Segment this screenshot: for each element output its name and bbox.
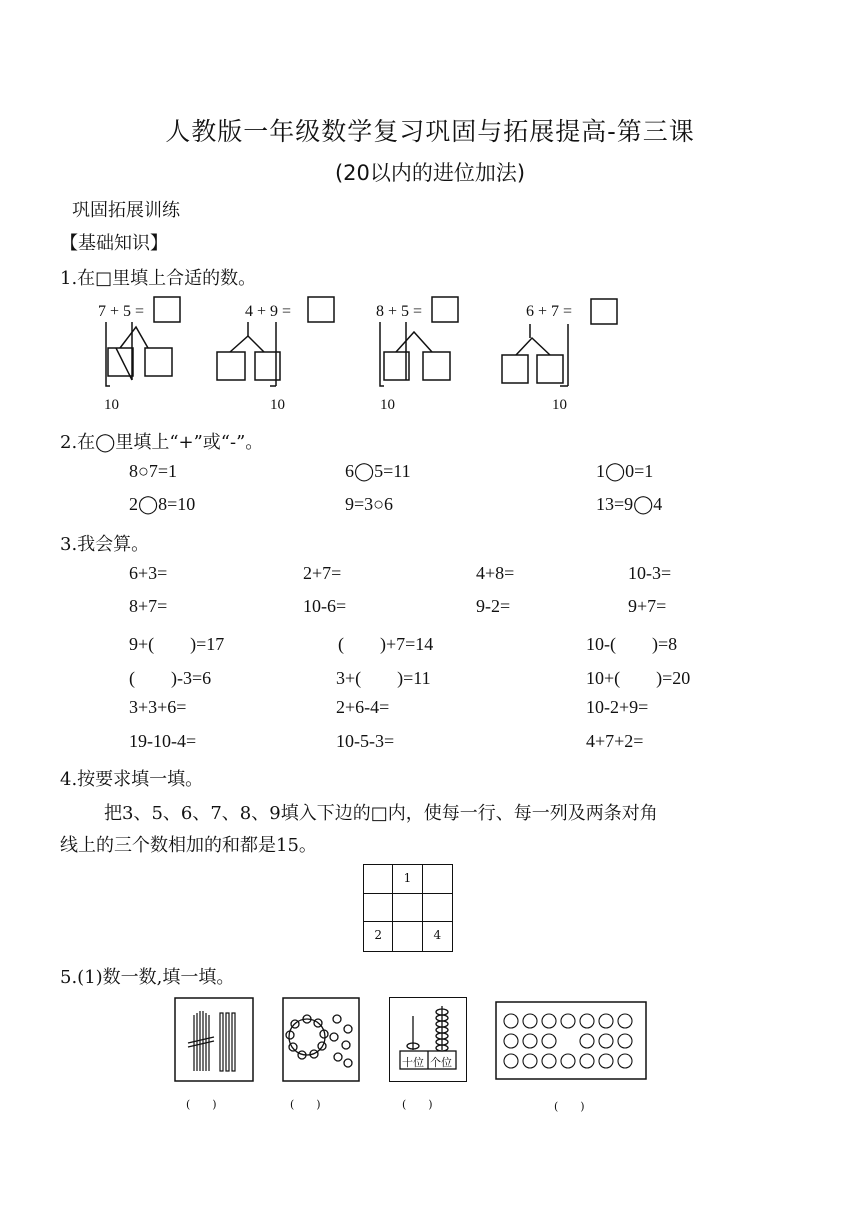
q5-prompt: 5.(1)数一数,填一填。 (60, 967, 235, 988)
q3-item[interactable]: 10-5-3= (336, 731, 395, 751)
ten-label: 10 (552, 397, 567, 413)
answer-blank[interactable]: ( ) (186, 1098, 217, 1111)
split-box[interactable] (537, 355, 563, 383)
grid-cell: 1 (393, 865, 422, 894)
q3-item[interactable]: 9+( )=17 (129, 634, 225, 654)
answer-box[interactable] (432, 297, 458, 322)
q2-item[interactable]: 1◯0=1 (596, 461, 654, 481)
grid-cell[interactable] (364, 865, 393, 894)
subsection-title: 【基础知识】 (60, 233, 168, 254)
ones-place-label: 个位 (430, 1056, 452, 1069)
q1-prompt: 1.在□里填上合适的数。 (60, 268, 257, 289)
decomposition-diagram-2 (217, 297, 334, 413)
q2-item[interactable]: 2◯8=10 (129, 494, 196, 514)
answer-blank[interactable]: ( ) (290, 1098, 321, 1111)
grid-cell: 2 (364, 922, 393, 951)
q3-item[interactable]: 10-3= (628, 563, 672, 583)
section-title: 巩固拓展训练 (72, 200, 180, 221)
diagram-2-expression: 4 + 9 = (245, 303, 292, 320)
q2-item[interactable]: 8○7=1 (129, 461, 178, 481)
diagram-1-expression: 7 + 5 = (98, 303, 145, 320)
grid-cell: 4 (433, 928, 442, 943)
q3-item[interactable]: 9-2= (476, 596, 511, 616)
grid-cell[interactable] (364, 894, 393, 923)
q3-item[interactable]: 8+7= (129, 596, 168, 616)
beads-picture (282, 997, 360, 1082)
split-box[interactable] (217, 352, 245, 380)
q3-item[interactable]: 2+7= (303, 563, 342, 583)
decomposition-diagram-1 (98, 297, 180, 413)
q3-item[interactable]: 3+( )=11 (336, 668, 431, 688)
abacus-picture (389, 997, 467, 1082)
q3-item[interactable]: 4+8= (476, 563, 515, 583)
q2-item[interactable]: 13=9◯4 (596, 494, 663, 514)
split-box[interactable] (423, 352, 450, 380)
grid-cell[interactable] (393, 894, 422, 923)
q3-prompt: 3.我会算。 (60, 534, 150, 555)
q3-item[interactable]: 2+6-4= (336, 697, 390, 717)
q3-item[interactable]: 10-2+9= (586, 697, 649, 717)
decomposition-diagram-3 (376, 297, 458, 413)
split-box[interactable] (145, 348, 172, 376)
grid-cell[interactable] (393, 922, 422, 951)
magic-square-grid (363, 864, 453, 952)
answer-blank[interactable]: ( ) (554, 1100, 585, 1113)
page-title: 人教版一年级数学复习巩固与拓展提高-第三课 (165, 117, 695, 146)
q3-item[interactable]: 10+( )=20 (586, 668, 691, 688)
answer-blank[interactable]: ( ) (402, 1098, 433, 1111)
q3-item[interactable]: 3+3+6= (129, 697, 187, 717)
answer-box[interactable] (308, 297, 334, 322)
answer-box[interactable] (591, 299, 617, 324)
q2-item[interactable]: 6◯5=11 (345, 461, 411, 481)
ten-label: 10 (380, 397, 395, 413)
q3-item[interactable]: 6+3= (129, 563, 168, 583)
page-subtitle: (20以内的进位加法) (334, 161, 526, 185)
q4-prompt: 4.按要求填一填。 (60, 769, 204, 790)
q3-item[interactable]: 4+7+2= (586, 731, 644, 751)
ten-label: 10 (104, 397, 119, 413)
tens-place-label: 十位 (402, 1056, 424, 1069)
q3-item[interactable]: 10-( )=8 (586, 634, 678, 654)
q2-prompt: 2.在◯里填上“+”或“-”。 (60, 432, 264, 453)
basketballs-picture (495, 1001, 647, 1080)
q1-diagrams (80, 290, 640, 415)
grid-cell[interactable] (423, 865, 452, 894)
decomposition-diagram-4 (502, 299, 617, 413)
sticks-picture (174, 997, 254, 1082)
split-box[interactable] (108, 348, 133, 376)
diagram-3-expression: 8 + 5 = (376, 303, 423, 320)
q2-item[interactable]: 9=3○6 (345, 494, 394, 514)
split-box[interactable] (502, 355, 528, 383)
q3-item[interactable]: ( )+7=14 (338, 634, 434, 654)
answer-box[interactable] (154, 297, 180, 322)
q4-text-line1: 把3、5、6、7、8、9填入下边的□内，使每一行、每一列及两条对角 (104, 803, 658, 824)
q3-item[interactable]: 19-10-4= (129, 731, 197, 751)
q4-text-line2: 线上的三个数相加的和都是15。 (60, 835, 317, 856)
q3-item[interactable]: 9+7= (628, 596, 667, 616)
ten-label: 10 (270, 397, 285, 413)
q3-item[interactable]: ( )-3=6 (129, 668, 212, 688)
q3-item[interactable]: 10-6= (303, 596, 347, 616)
grid-cell[interactable] (423, 894, 452, 923)
diagram-4-expression: 6 + 7 = (526, 303, 573, 320)
